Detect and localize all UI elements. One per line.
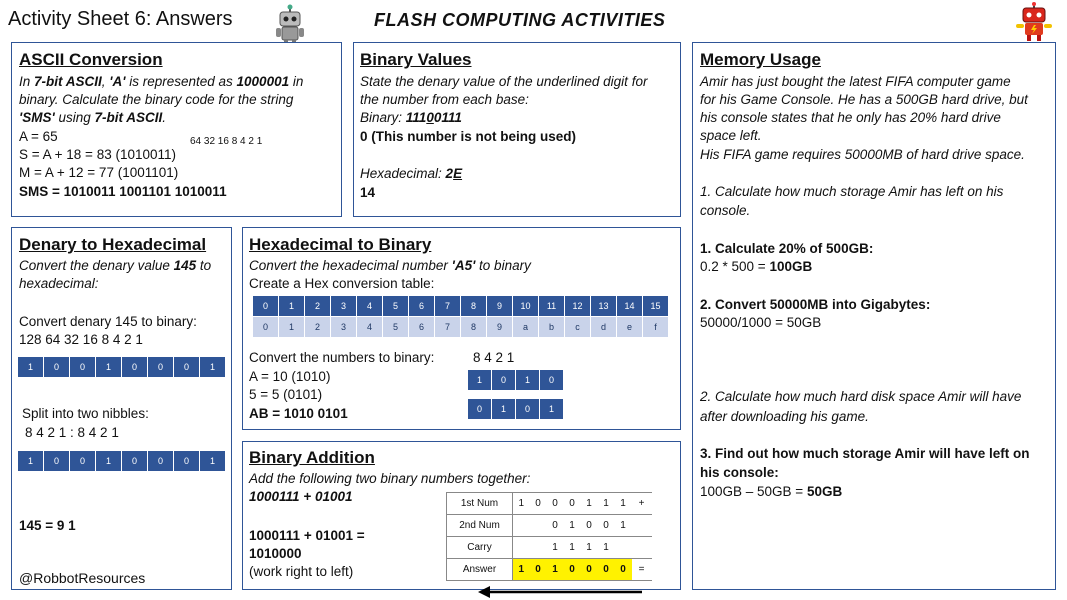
hex-table-cell: 13 [591, 296, 617, 316]
place-values: 8 4 2 1 [473, 350, 515, 365]
hex-to-binary-panel [242, 227, 681, 430]
hex-table-cell: 4 [357, 296, 383, 316]
footer-handle: @RobbotResources [19, 570, 146, 586]
hex-table-cell: 8 [461, 317, 487, 337]
hex-table-cell: 5 [383, 296, 409, 316]
operator-cell [632, 515, 652, 537]
digit-cell: 0 [547, 515, 564, 537]
hex-table-cell: 10 [513, 296, 539, 316]
panel-title: Denary to Hexadecimal [19, 235, 207, 254]
working-line: S = A + 18 = 83 (1010011) [19, 147, 177, 162]
step-heading: 2. Convert 50000MB into Gigabytes: [700, 297, 931, 312]
working-line: M = A + 12 = 77 (1001101) [19, 165, 179, 180]
binary-addition-panel [242, 441, 681, 590]
bit-cell: 1 [468, 370, 492, 390]
hex-table-cell: c [565, 317, 591, 337]
answer-line: 1010000 [249, 546, 302, 561]
step-heading: his console: [700, 465, 779, 480]
bit-cell: 1 [18, 451, 44, 471]
bit-cell: 1 [96, 451, 122, 471]
nibble-places: 8 4 2 1 : 8 4 2 1 [25, 425, 119, 440]
digit-cell: 1 [513, 493, 530, 515]
bit-cell: 0 [44, 451, 70, 471]
bit-cell: 1 [200, 357, 226, 377]
bit-cell: 0 [174, 357, 200, 377]
question-line: 1. Calculate how much storage Amir has left on his [700, 184, 1004, 199]
place-values: 64 32 16 8 4 2 1 [190, 136, 263, 147]
digit-cell: 0 [564, 493, 581, 515]
scenario-line: His FIFA game requires 50000MB of hard drive space. [700, 147, 1025, 162]
instruction-line: the number from each base: [360, 92, 529, 107]
digit-cell [513, 515, 530, 537]
denary-to-hex-panel [11, 227, 232, 590]
hex-table-cell: e [617, 317, 643, 337]
hex-table-cell: 6 [409, 296, 435, 316]
working-line: Convert the numbers to binary: [249, 350, 435, 365]
row-label: 1st Num [447, 493, 513, 515]
hex-table-cell: d [591, 317, 617, 337]
answer-line: AB = 1010 0101 [249, 406, 348, 421]
digit-cell: 0 [615, 559, 632, 581]
hex-table-cell: 1 [279, 317, 305, 337]
answer-line: 14 [360, 185, 376, 200]
hex-table-cell: b [539, 317, 565, 337]
instruction-line: Convert the hexadecimal number 'A5' to binary [249, 258, 531, 273]
question-line: after downloading his game. [700, 409, 869, 424]
digit-cell: 1 [581, 537, 598, 559]
bit-cell: 1 [516, 370, 540, 390]
left-arrow-icon [478, 585, 642, 597]
scenario-line: for his Game Console. He has a 500GB hard drive, but [700, 92, 1028, 107]
binary-values-panel [353, 42, 681, 217]
hex-table-cell: 7 [435, 296, 461, 316]
digit-cell: 1 [547, 537, 564, 559]
digit-cell: 1 [564, 537, 581, 559]
digit-cell: 0 [598, 515, 615, 537]
hex-table-cell: 12 [565, 296, 591, 316]
bit-cell: 1 [96, 357, 122, 377]
addition-row [447, 515, 652, 537]
digit-cell [530, 515, 547, 537]
answer-line: 0 (This number is not being used) [360, 129, 577, 144]
question-line: 2. Calculate how much hard disk space Amir will have [700, 389, 1022, 404]
bit-cell: 0 [70, 357, 96, 377]
ascii-conversion-panel [11, 42, 342, 217]
answer-line: SMS = 1010011 1001101 1010011 [19, 184, 227, 199]
digit-cell [615, 537, 632, 559]
digit-cell: 1 [598, 493, 615, 515]
digit-cell: 0 [530, 559, 547, 581]
digit-cell: 0 [564, 559, 581, 581]
digit-cell: 1 [615, 515, 632, 537]
hex-table-cell: a [513, 317, 539, 337]
working-line: Convert denary 145 to binary: [19, 314, 197, 329]
scenario-line: his console states that he only has 20% hard drive [700, 110, 1001, 125]
bit-cell: 1 [540, 399, 564, 419]
hex-table-cell: 9 [487, 317, 513, 337]
step-working: 50000/1000 = 50GB [700, 315, 822, 330]
hex-table-cell: 3 [331, 317, 357, 337]
row-label: 2nd Num [447, 515, 513, 537]
step-working: 100GB – 50GB = 50GB [700, 484, 843, 499]
instruction-line: Convert the denary value 145 to [19, 258, 212, 273]
digit-cell: 1 [513, 559, 530, 581]
digit-cell: 0 [581, 515, 598, 537]
bit-cell: 0 [122, 357, 148, 377]
hex-table-cell: 2 [305, 317, 331, 337]
digit-cell: 0 [547, 493, 564, 515]
panel-title: Binary Addition [249, 448, 375, 467]
binary-question: Binary: 11100111 [360, 110, 462, 125]
bit-cell: 1 [18, 357, 44, 377]
step-heading: 1. Calculate 20% of 500GB: [700, 241, 874, 256]
instruction-line: binary. Calculate the binary code for the string [19, 92, 294, 107]
place-values: 128 64 32 16 8 4 2 1 [19, 332, 143, 347]
bit-cell: 1 [492, 399, 516, 419]
panel-title: Memory Usage [700, 50, 821, 69]
digit-cell: 1 [564, 515, 581, 537]
instruction-line: hexadecimal: [19, 276, 99, 291]
robot-mascot-right [1008, 2, 1060, 42]
bit-cell: 0 [468, 399, 492, 419]
bit-cell: 0 [44, 357, 70, 377]
question-line: 1000111 + 01001 [249, 489, 353, 504]
hex-table-cell: 2 [305, 296, 331, 316]
addition-row [447, 559, 652, 581]
bit-cell: 0 [540, 370, 564, 390]
operator-cell: = [632, 559, 652, 581]
bit-cell: 0 [148, 357, 174, 377]
hex-table-cell: 9 [487, 296, 513, 316]
hex-table-cell: 14 [617, 296, 643, 316]
working-line: Split into two nibbles: [22, 406, 149, 421]
hex-table-cell: 5 [383, 317, 409, 337]
hex-table-hex-row [253, 317, 669, 337]
hex-table-cell: 4 [357, 317, 383, 337]
instruction-line: In 7-bit ASCII, 'A' is represented as 1000001 in [19, 74, 304, 89]
hex-question: Hexadecimal: 2E [360, 166, 463, 181]
addition-row [447, 493, 652, 515]
addition-row [447, 537, 652, 559]
sheet-title: Activity Sheet 6: Answers [8, 8, 233, 30]
answer-line: 1000111 + 01001 = [249, 528, 365, 543]
instruction-line: State the denary value of the underlined digit for [360, 74, 648, 89]
operator-cell [632, 537, 652, 559]
working-line: A = 65 [19, 129, 58, 144]
bit-cell: 1 [200, 451, 226, 471]
hex-table-cell: 15 [643, 296, 669, 316]
digit-cell: 1 [598, 537, 615, 559]
hex-table-denary-row [253, 296, 669, 316]
bit-cell: 0 [492, 370, 516, 390]
bit-cell: 0 [70, 451, 96, 471]
step-heading: 3. Find out how much storage Amir will have left on [700, 446, 1030, 461]
bit-cell: 0 [148, 451, 174, 471]
digit-cell: 0 [598, 559, 615, 581]
instruction-line: 'SMS' using 7-bit ASCII. [19, 110, 166, 125]
scenario-line: Amir has just bought the latest FIFA computer game [700, 74, 1011, 89]
binary-cells-5 [468, 399, 564, 419]
working-line: 5 = 5 (0101) [249, 387, 323, 402]
row-label: Answer [447, 559, 513, 581]
operator-cell: + [632, 493, 652, 515]
addition-table [446, 492, 652, 581]
instruction-line: Create a Hex conversion table: [249, 276, 435, 291]
step-working: 0.2 * 500 = 100GB [700, 259, 813, 274]
question-line: console. [700, 203, 751, 218]
hex-table-cell: 7 [435, 317, 461, 337]
working-line: A = 10 (1010) [249, 369, 331, 384]
panel-title: ASCII Conversion [19, 50, 163, 69]
note-line: (work right to left) [249, 564, 354, 579]
hex-table-cell: 6 [409, 317, 435, 337]
panel-title: Hexadecimal to Binary [249, 235, 432, 254]
hex-table-cell: 3 [331, 296, 357, 316]
digit-cell: 1 [581, 493, 598, 515]
digit-cell: 1 [547, 559, 564, 581]
hex-table-cell: 8 [461, 296, 487, 316]
digit-cell: 0 [581, 559, 598, 581]
scenario-line: space left. [700, 128, 762, 143]
page-banner: FLASH COMPUTING ACTIVITIES [374, 10, 666, 30]
digit-cell [513, 537, 530, 559]
instruction-line: Add the following two binary numbers together: [249, 471, 531, 486]
bit-cell: 0 [516, 399, 540, 419]
bit-cell: 0 [122, 451, 148, 471]
bit-cell: 0 [174, 451, 200, 471]
memory-usage-panel [692, 42, 1056, 590]
answer-line: 145 = 9 1 [19, 518, 76, 533]
digit-cell: 0 [530, 493, 547, 515]
hex-table-cell: f [643, 317, 669, 337]
binary-cells [18, 357, 226, 377]
binary-cells [18, 451, 226, 471]
hex-table-cell: 0 [253, 296, 279, 316]
panel-title: Binary Values [360, 50, 472, 69]
binary-cells-a [468, 370, 564, 390]
hex-table-cell: 0 [253, 317, 279, 337]
digit-cell [530, 537, 547, 559]
hex-table-cell: 1 [279, 296, 305, 316]
hex-table-cell: 11 [539, 296, 565, 316]
digit-cell: 1 [615, 493, 632, 515]
row-label: Carry [447, 537, 513, 559]
